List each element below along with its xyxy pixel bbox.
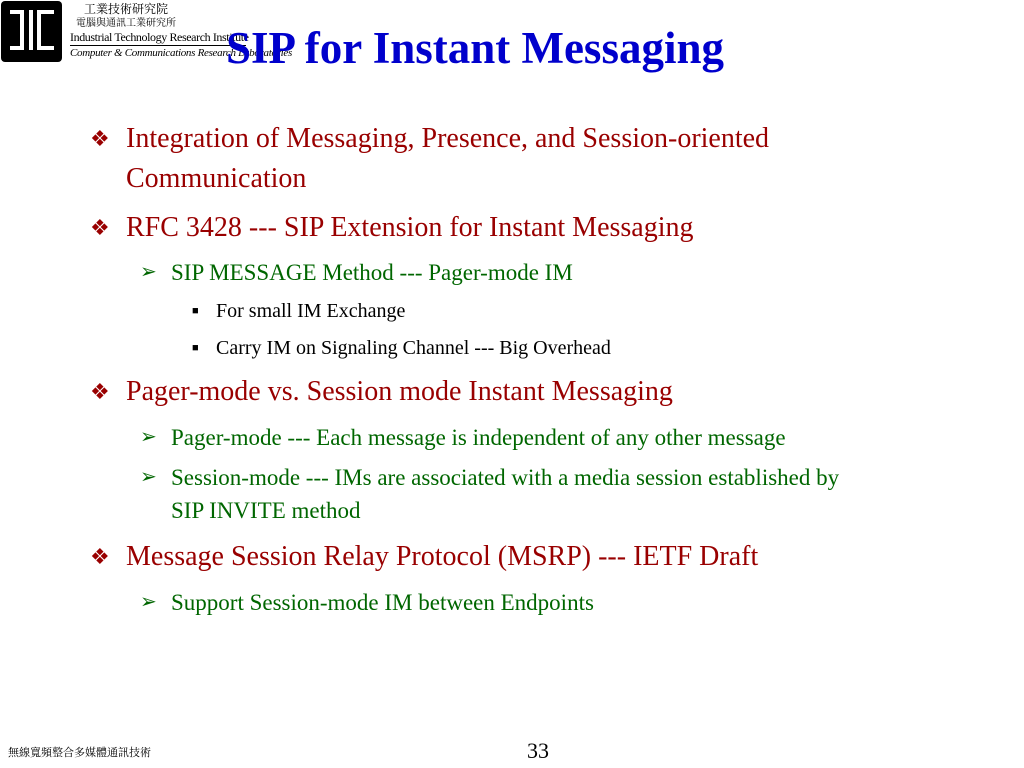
sub-bullet-text: Support Session-mode IM between Endpoints [171,590,594,615]
arrow-bullet-icon: ➢ [140,591,157,613]
square-bullet-icon: ■ [192,342,199,354]
sub-bullet-item [140,256,951,289]
diamond-bullet-icon: ❖ [90,544,110,569]
diamond-bullet-icon: ❖ [90,215,110,240]
bullet-item [90,208,926,248]
bullet-text: Message Session Relay Protocol (MSRP) --- IETF Draft [126,541,759,572]
sub-bullet-item [140,421,951,454]
header-divider [70,45,246,46]
org-lab-english: Computer & Communications Research Laboratories [70,47,292,59]
bullet-item [90,537,926,577]
sub-sub-bullet-text: For small IM Exchange [216,300,406,322]
sub-bullet-item [140,586,951,619]
bullet-text: Pager-mode vs. Session mode Instant Messaging [126,376,673,407]
arrow-bullet-icon: ➢ [140,426,157,448]
footer-course-title: 無線寬頻整合多媒體通訊技術 [8,746,151,759]
sub-sub-bullet-item [190,296,405,326]
arrow-bullet-icon: ➢ [140,466,157,488]
bullet-text: RFC 3428 --- SIP Extension for Instant Messaging [126,212,694,243]
page-number: 33 [527,738,549,763]
itri-logo-icon [1,1,62,62]
bullet-text: Integration of Messaging, Presence, and Session-oriented Communication [126,123,770,194]
sub-bullet-text: Pager-mode --- Each message is independent of any other message [171,425,786,450]
sub-bullet-text: Session-mode --- IMs are associated with a media session established by SIP INVITE method [171,465,840,523]
org-name-chinese: 工業技術研究院 [84,2,169,16]
sub-bullet-item [140,461,851,527]
slide-title: SIP for Instant Messaging [226,23,724,73]
bullet-item [90,119,926,199]
org-name-english: Industrial Technology Research Institute [70,30,249,44]
org-lab-chinese: 電腦與通訊工業研究所 [76,18,176,29]
sub-bullet-text: SIP MESSAGE Method --- Pager-mode IM [171,260,573,285]
diamond-bullet-icon: ❖ [90,379,110,404]
bullet-item [90,372,926,412]
square-bullet-icon: ■ [192,305,199,317]
diamond-bullet-icon: ❖ [90,126,110,151]
sub-sub-bullet-text: Carry IM on Signaling Channel --- Big Overhead [216,337,611,359]
arrow-bullet-icon: ➢ [140,261,157,283]
sub-sub-bullet-item [190,333,611,363]
